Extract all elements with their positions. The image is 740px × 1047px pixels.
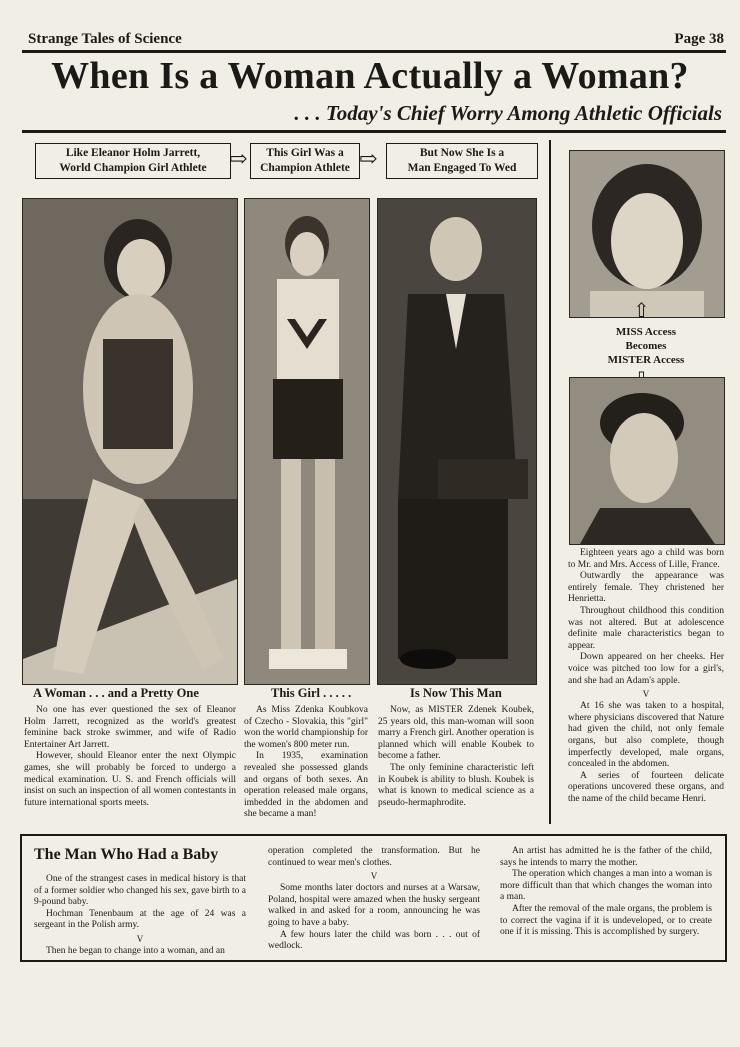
- section-mark: V: [370, 871, 378, 882]
- access-label-line: MISS Access: [615, 326, 677, 338]
- paragraph: The only feminine characteristic left in Koubek is ability to blush. Koubek is what is known to medical science as a pseudo-hermaphrodite.: [378, 762, 534, 808]
- arrow-up-icon: ⇧: [633, 298, 650, 322]
- caption-line: World Champion Girl Athlete: [59, 162, 207, 174]
- section-mark: V: [136, 933, 144, 944]
- article-access: [568, 548, 724, 805]
- paragraph: Eighteen years ago a child was born to Mr. and Mrs. Access of Lille, France.: [568, 548, 724, 570]
- paragraph: Hochman Tenenbaum at the age of 24 was a sergeant in the Polish army.: [34, 908, 246, 931]
- article-koubkova: [244, 705, 368, 821]
- photo-eleanor-holm: [22, 198, 238, 685]
- paragraph: Outwardly the appearance was entirely female. They christened her Henrietta.: [568, 571, 724, 605]
- caption-line: But Now She Is a: [419, 147, 505, 159]
- headline: When Is a Woman Actually a Woman?: [51, 55, 689, 97]
- paragraph: No one has ever questioned the sex of Eleanor Holm Jarrett, recognized as the world's greatest feminine back stroke swimmer, and wife of Radio Entertainer Art Jarrett.: [24, 705, 236, 750]
- paragraph: An artist has admitted he is the father of the child, says he intends to marry the mother.: [500, 846, 712, 868]
- article-koubek: [378, 705, 534, 809]
- photo-zdenka-koubkova: [244, 198, 370, 685]
- paragraph: Down appeared on her cheeks. Her voice was pitched too low for a girl's, and she had an Adam's apple.: [568, 652, 724, 686]
- paragraph: One of the strangest cases in medical history is that of a former soldier who changed his sex, gave birth to a 9-pound baby.: [34, 874, 246, 908]
- paragraph: The operation which changes a man into a woman is more difficult than that which changes the woman into a man.: [500, 869, 712, 903]
- caption-eleanor: [35, 143, 231, 179]
- caption-line: Like Eleanor Holm Jarrett,: [65, 147, 201, 159]
- box-column-3: [500, 846, 712, 939]
- box-man-who-had-a-baby: [20, 834, 727, 962]
- access-label-line: MISTER Access: [607, 354, 685, 366]
- column-divider: [549, 140, 551, 824]
- headline-rule: [22, 130, 726, 133]
- photo-mister-access: [569, 377, 725, 545]
- caption-line: Man Engaged To Wed: [407, 162, 517, 174]
- paragraph: However, should Eleanor enter the next Olympic games, she will probably be forced to undergo a medical examination. U. S. and French officials will insist on such an inspection of all women contestants in future international sports meets.: [24, 751, 236, 808]
- section-mark: V: [642, 689, 650, 700]
- header-rule: [22, 50, 726, 53]
- label-woman: A Woman . . . and a Pretty One: [33, 686, 199, 700]
- page-number: Page 38: [674, 31, 724, 47]
- arrow-right-icon: ⇨: [359, 147, 378, 172]
- paragraph: Now, as MISTER Zdenek Koubek, 25 years old, this man-woman will soon marry a French girl. Another operation is planned which will enable Koubek to become a father.: [378, 705, 534, 762]
- arrow-right-icon: ⇨: [229, 147, 248, 172]
- box-column-1: [34, 874, 246, 958]
- box-title: The Man Who Had a Baby: [34, 846, 219, 863]
- paragraph: In 1935, examination revealed she possessed glands and organs of both sexes. An operation released male organs, imbedded in the abdomen and she became a man!: [244, 751, 368, 820]
- access-label-line: Becomes: [625, 340, 667, 352]
- access-label: [569, 325, 723, 367]
- caption-man: [386, 143, 538, 179]
- article-eleanor: [24, 705, 236, 809]
- paragraph: A few hours later the child was born . . . out of wedlock.: [268, 929, 480, 952]
- caption-line: This Girl Was a: [266, 147, 344, 159]
- box-column-2: [268, 846, 480, 953]
- photo-miss-access: [569, 150, 725, 322]
- label-this-girl: This Girl . . . . .: [271, 686, 352, 700]
- paragraph: Throughout childhood this condition was not altered. But at adolescence definite male characteristics began to appear.: [568, 605, 724, 651]
- caption-athlete: [250, 143, 360, 179]
- paragraph: As Miss Zdenka Koubkova of Czecho - Slovakia, this "girl" won the world championship for the women's 800 meter run.: [244, 705, 369, 750]
- paragraph: After the removal of the male organs, the problem is to correct the vagina if it is undeveloped, or to create one if it is missing. This is accomplished by surgery.: [500, 903, 712, 938]
- paragraph: At 16 she was taken to a hospital, where physicians discovered that Nature had given the child, not only female organs, but also complete, though imperfectly developed, male organs, concealed in the abdomen.: [568, 701, 724, 770]
- paragraph: Then he began to change into a woman, and an: [46, 945, 225, 956]
- subheadline: . . . Today's Chief Worry Among Athletic Officials: [294, 101, 722, 125]
- label-this-man: Is Now This Man: [410, 686, 502, 700]
- paragraph: operation completed the transformation. But he continued to wear men's clothes.: [268, 846, 480, 868]
- caption-line: Champion Athlete: [260, 162, 350, 174]
- paragraph: A series of fourteen delicate operations uncovered these organs, and the name of the child became Henri.: [568, 770, 724, 804]
- paragraph: Some months later doctors and nurses at a Warsaw, Poland, hospital were amazed when the husky sergeant walked in and asked for a room, announcing he was going to have a baby.: [268, 883, 480, 928]
- photo-zdenek-koubek: [377, 198, 537, 685]
- magazine-title: Strange Tales of Science: [28, 31, 182, 47]
